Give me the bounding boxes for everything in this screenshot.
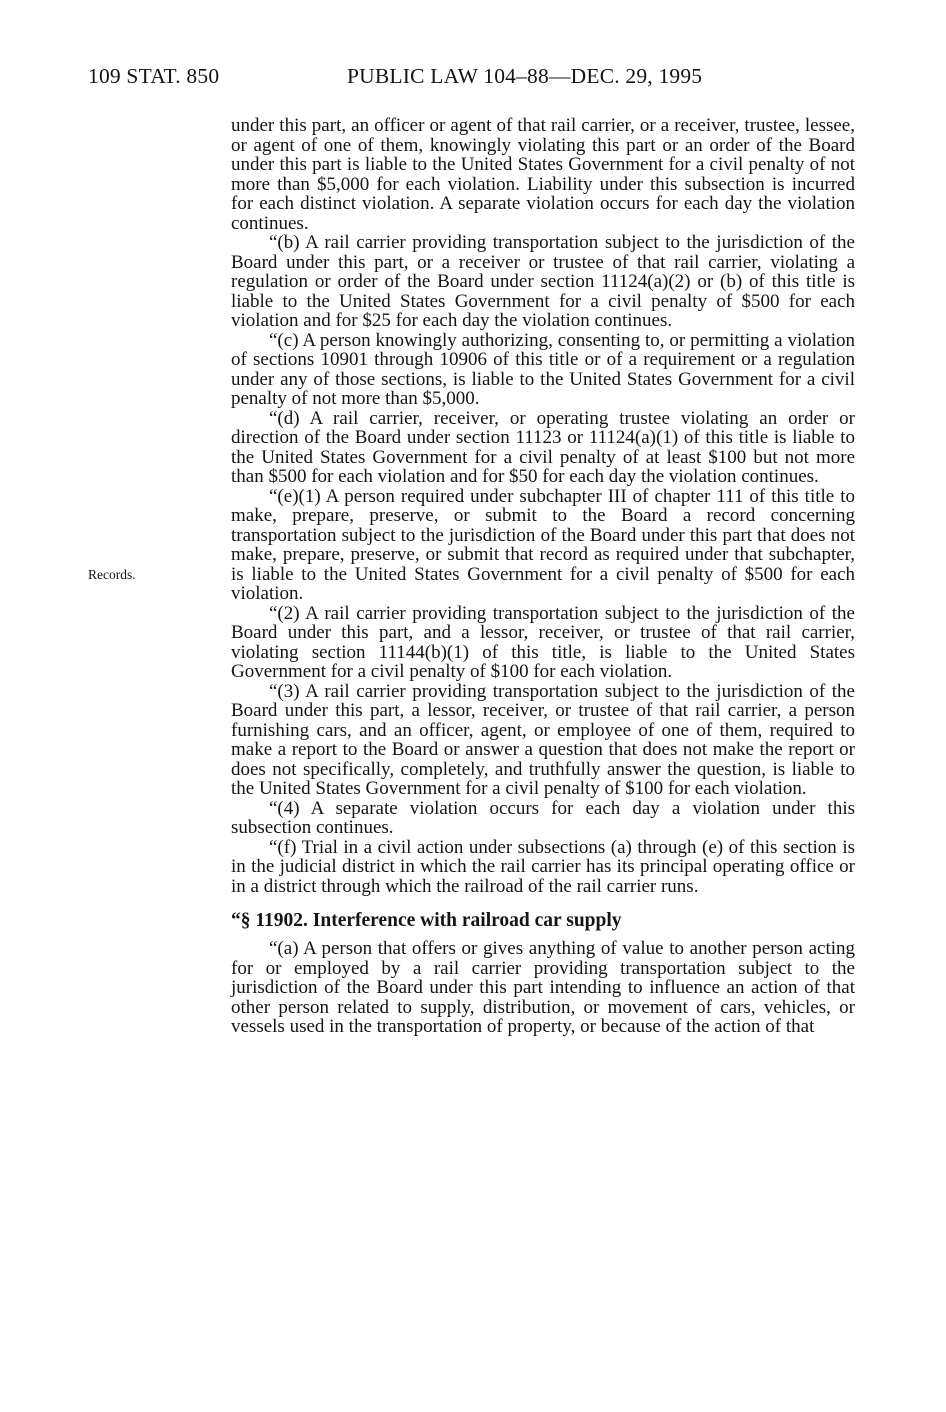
running-header <box>88 64 768 92</box>
section-heading-11902: “§ 11902. Interference with railroad car supply <box>231 910 622 931</box>
paragraph-e4: “(4) A separate violation occurs for each day a violation under this subsection continues. <box>231 797 855 838</box>
body-text <box>231 116 855 1037</box>
paragraph-d: “(d) A rail carrier, receiver, or operating trustee violating an order or direction of the Board under section 11123 or 11124(a)(1) of this title is liable to the United States Government for a civil penalty of at least $100 but not more than $500 for each violation and for $50 for each day the violation continues. <box>231 407 855 487</box>
paragraph-c: “(c) A person knowingly authorizing, consenting to, or permitting a violation of sections 10901 through 10906 of this title or of a requirement or a regulation under any of those sections, is liable to the United States Government for a civil penalty of not more than $5,000. <box>231 329 855 409</box>
paragraph-f: “(f) Trial in a civil action under subsections (a) through (e) of this section is in the judicial district in which the rail carrier has its principal operating office or in a district through which the railroad of the rail carrier runs. <box>231 836 855 897</box>
page-folio: 109 STAT. 850 <box>88 64 220 88</box>
section-11902-paragraph-a: “(a) A person that offers or gives anything of value to another person acting for or employed by a rail carrier providing transportation subject to the jurisdiction of the Board under this part intending to influence an action of that other person related to supply, distribution, or movement of cars, vehicles, or vessels used in the transportation of property, or because of the action of that <box>231 938 855 1037</box>
paragraph-a-continued: under this part, an officer or agent of that rail carrier, or a receiver, trustee, lessee, or agent of one of them, knowingly violating this part or an order of the Board under this part is liable to the United States Government for a civil penalty of not more than $5,000 for each violation. Liability under this subsection is incurred for each distinct violation. A separate violation occurs for each day the violation continues. <box>231 115 855 234</box>
paragraph-e2: “(2) A rail carrier providing transportation subject to the jurisdiction of the Board under this part, and a lessor, receiver, or trustee of that rail carrier, violating section 11144(b)(1) of this title, is liable to the United States Government for a civil penalty of $100 for each violation. <box>231 602 855 682</box>
margin-note-records: Records. <box>88 567 136 582</box>
paragraph-e1: “(e)(1) A person required under subchapter III of chapter 111 of this title to make, prepare, preserve, or submit to the Board a record concerning transportation subject to the jurisdiction of the Board under this part that does not make, prepare, preserve, or submit that record as required under that subchapter, is liable to the United States Government for a civil penalty of $500 for each violation. <box>231 485 855 604</box>
paragraph-b: “(b) A rail carrier providing transportation subject to the jurisdiction of the Board under this part, or a receiver or trustee of that rail carrier, violating a regulation or order of the Board under section 11124(a)(2) or (b) of this title is liable to the United States Government for a civil penalty of $500 for each violation and for $25 for each day the violation continues. <box>231 232 855 331</box>
law-title: PUBLIC LAW 104–88—DEC. 29, 1995 <box>347 64 703 88</box>
paragraph-e3: “(3) A rail carrier providing transportation subject to the jurisdiction of the Board under this part, a lessor, receiver, or trustee of that rail carrier, a person furnishing cars, and an officer, agent, or employee of one of them, required to make a report to the Board or answer a question that does not make the report or does not specifically, completely, and truthfully answer the question, is liable to the United States Government for a civil penalty of $100 for each violation. <box>231 680 855 799</box>
